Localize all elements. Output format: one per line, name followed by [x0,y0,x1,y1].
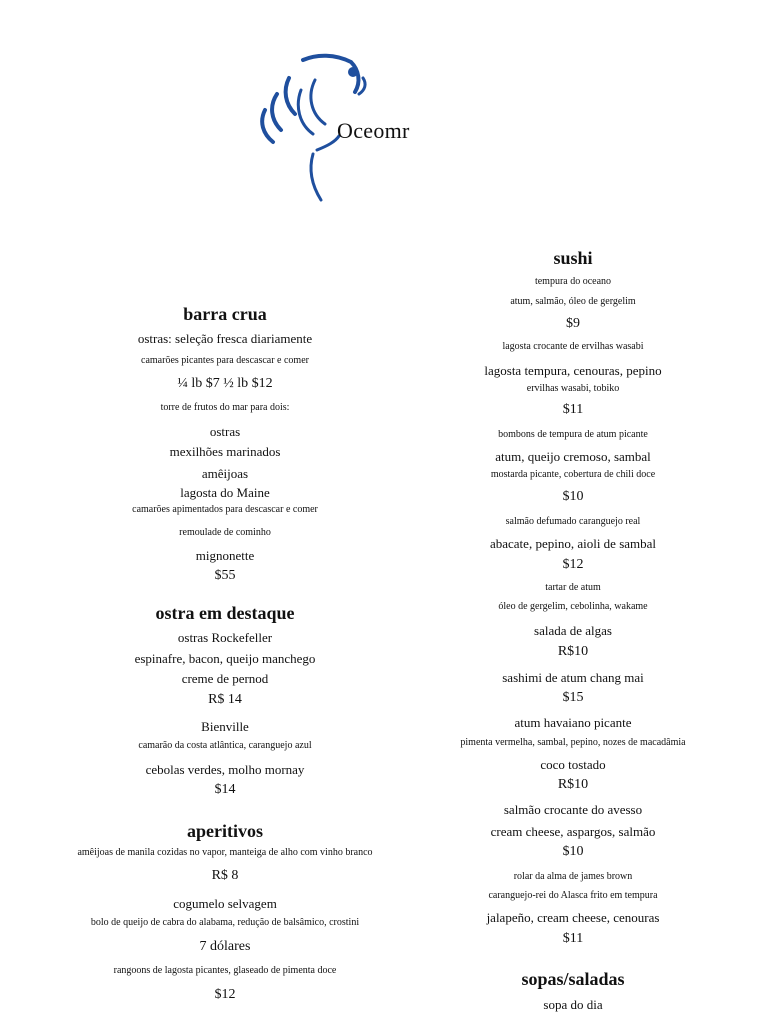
menu-line: remoulade de cominho [179,527,271,538]
menu-line: abacate, pepino, aioli de sambal [489,536,657,551]
menu-line: tempura do oceano [534,276,612,287]
menu-line: bolo de queijo de cabra do alabama, redução de balsâmico, crostini [90,917,360,928]
menu-line: amêijoas [201,466,249,481]
menu-line: ervilhas wasabi, tobiko [526,383,620,394]
menu-line: ostras Rockefeller [177,630,273,645]
menu-line: bombons de tempura de atum picante [498,429,648,440]
brand-name: Oceomr [337,118,410,143]
menu-line: salmão crocante do avesso [503,802,643,817]
section-heading: sopas/saladas [521,969,625,989]
section-heading: aperitivos [187,821,263,841]
menu-line: cream cheese, aspargos, salmão [490,824,656,839]
menu-price: $15 [562,690,584,705]
menu-line: mexilhões marinados [169,444,281,459]
menu-line: rangoons de lagosta picantes, glaseado de pimenta doce [113,965,337,976]
menu-line: creme de pernod [181,671,269,686]
menu-line: lagosta crocante de ervilhas wasabi [502,341,644,352]
menu-line: lagosta do Maine [180,485,270,500]
menu-price: $10 [562,489,584,504]
section-heading: sushi [553,248,593,268]
menu-price: R$10 [557,777,589,792]
menu-line: caranguejo-rei do Alasca frito em tempura [488,890,658,901]
menu-line: rolar da alma de james brown [513,871,633,882]
section-heading: ostra em destaque [155,603,295,623]
menu-line: atum, queijo cremoso, sambal [495,449,651,464]
menu-line: Bienville [201,719,249,734]
menu-line: tartar de atum [545,582,601,593]
menu-line: pimenta vermelha, sambal, pepino, nozes de macadâmia [460,737,686,748]
section-heading: barra crua [183,304,267,324]
menu-line: sopa do dia [543,997,603,1012]
menu-line: espinafre, bacon, queijo manchego [134,651,316,666]
logo [255,50,505,210]
menu-line: camarão da costa atlântica, caranguejo azul [138,740,312,751]
menu-line: amêijoas de manila cozidas no vapor, manteiga de alho com vinho branco [77,847,373,858]
menu-line: lagosta tempura, cenouras, pepino [484,363,662,378]
menu-line: ostras: seleção fresca diariamente [137,331,313,346]
menu-line: óleo de gergelim, cebolinha, wakame [498,601,648,612]
menu-line: salada de algas [534,623,612,638]
menu-price: 7 dólares [199,939,251,954]
menu-line: atum havaiano picante [514,715,632,730]
menu-price: $10 [562,844,584,859]
menu-line: coco tostado [540,757,606,772]
menu-price: R$ 8 [211,868,239,883]
menu-line: cebolas verdes, molho mornay [145,762,305,777]
menu-price: $12 [214,987,236,1002]
menu-price: ¼ lb $7 ½ lb $12 [177,376,273,391]
menu-line: mignonette [195,548,255,563]
menu-price: R$10 [557,644,589,659]
menu-price: $55 [214,568,236,583]
menu-price: $9 [566,316,580,331]
menu-line: atum, salmão, óleo de gergelim [510,296,636,307]
menu-price: $11 [562,402,584,417]
menu-price: $12 [562,557,584,572]
menu-line: camarões apimentados para descascar e comer [132,504,318,515]
menu-line: sashimi de atum chang mai [502,670,644,685]
menu-line: cogumelo selvagem [173,896,277,911]
menu-line: salmão defumado caranguejo real [505,516,641,527]
menu-line: mostarda picante, cobertura de chili doce [490,469,656,480]
menu-price: $11 [562,931,584,946]
menu-line: ostras [209,424,241,439]
menu-price: $14 [214,782,236,797]
menu-price: R$ 14 [208,692,242,707]
menu-line: camarões picantes para descascar e comer [141,355,309,366]
menu-line: torre de frutos do mar para dois: [160,402,290,413]
menu-line: jalapeño, cream cheese, cenouras [486,910,660,925]
